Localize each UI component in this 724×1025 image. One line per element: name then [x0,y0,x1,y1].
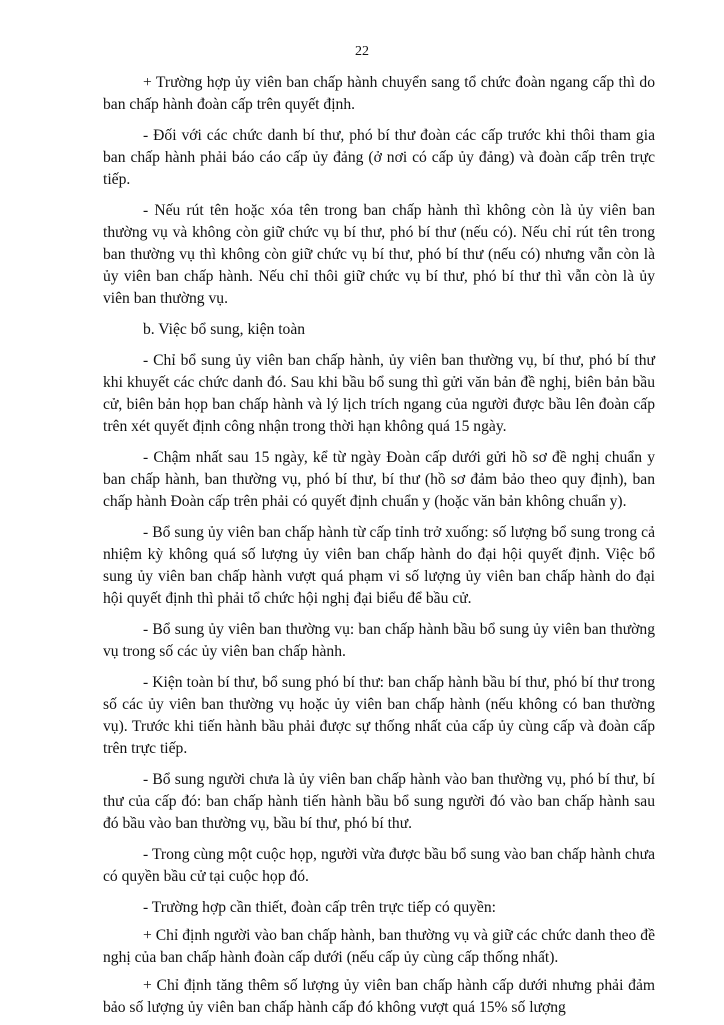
paragraph: - Bổ sung ủy viên ban thường vụ: ban chấp hành bầu bổ sung ủy viên ban thường vụ trong số các ủy viên ban chấp hành. [103,621,655,660]
section-heading: b. Việc bổ sung, kiện toàn [143,321,306,338]
paragraph: - Nếu rút tên hoặc xóa tên trong ban chấp hành thì không còn là ủy viên ban thường vụ và không còn giữ chức vụ bí thư, phó bí thư (nếu có). Nếu chỉ rút tên trong ban thường vụ thì không còn giữ chức vụ bí thư, phó bí thư (nếu có) nhưng vẫn còn là ủy viên ban chấp hành. Nếu chỉ thôi giữ chức vụ bí thư, phó bí thư thì vẫn còn là ủy viên ban thường vụ. [103,202,655,307]
paragraph: + Chỉ định tăng thêm số lượng ủy viên ban chấp hành cấp dưới nhưng phải đảm bảo số lượng ủy viên ban chấp hành cấp đó không vượt quá 15% số lượng [103,977,655,1016]
paragraph: - Kiện toàn bí thư, bổ sung phó bí thư: ban chấp hành bầu bí thư, phó bí thư trong số các ủy viên ban thường vụ hoặc ủy viên ban chấp hành (nếu không có ban thường vụ). Trước khi tiến hành bầu phải được sự thống nhất của cấp ủy cùng cấp và đoàn cấp trên trực tiếp. [103,674,655,757]
paragraph: - Chậm nhất sau 15 ngày, kể từ ngày Đoàn cấp dưới gửi hồ sơ đề nghị chuẩn y ban chấp hành, ban thường vụ, phó bí thư, bí thư (hồ sơ đảm bảo theo quy định), ban chấp hành Đoàn cấp trên phải có quyết định chuẩn y (hoặc văn bản không chuẩn y). [103,449,655,510]
paragraph: + Trường hợp ủy viên ban chấp hành chuyển sang tổ chức đoàn ngang cấp thì do ban chấp hành đoàn cấp trên quyết định. [103,74,655,113]
paragraph: - Bổ sung ủy viên ban chấp hành từ cấp tỉnh trở xuống: số lượng bổ sung trong cả nhiệm kỳ không quá số lượng ủy viên ban chấp hành do đại hội quyết định. Việc bổ sung ủy viên ban chấp hành vượt quá phạm vi số lượng ủy viên ban chấp hành do đại hội quyết định thì phải tổ chức hội nghị đại biểu để bầu cử. [103,524,655,607]
paragraph: - Chỉ bổ sung ủy viên ban chấp hành, ủy viên ban thường vụ, bí thư, phó bí thư khi khuyết các chức danh đó. Sau khi bầu bổ sung thì gửi văn bản đề nghị, biên bản bầu cử, biên bản họp ban chấp hành và lý lịch trích ngang của người được bầu lên đoàn cấp trên xét quyết định công nhận trong thời hạn không quá 15 ngày. [103,352,655,435]
paragraph: - Trong cùng một cuộc họp, người vừa được bầu bổ sung vào ban chấp hành chưa có quyền bầu cử tại cuộc họp đó. [103,846,655,885]
paragraph: - Trường hợp cần thiết, đoàn cấp trên trực tiếp có quyền: [143,899,496,916]
page-body [103,72,655,1025]
page-number: 22 [355,44,369,59]
paragraph: + Chỉ định người vào ban chấp hành, ban thường vụ và giữ các chức danh theo đề nghị của ban chấp hành đoàn cấp dưới (nếu cấp ủy cùng cấp thống nhất). [103,927,655,966]
paragraph: - Đối với các chức danh bí thư, phó bí thư đoàn các cấp trước khi thôi tham gia ban chấp hành phải báo cáo cấp ủy đảng (ở nơi có cấp ủy đảng) và đoàn cấp trên trực tiếp. [103,127,655,188]
paragraph: - Bổ sung người chưa là ủy viên ban chấp hành vào ban thường vụ, phó bí thư, bí thư của cấp đó: ban chấp hành tiến hành bầu bổ sung người đó vào ban chấp hành sau đó bầu vào ban thường vụ, bầu bí thư, phó bí thư. [103,771,655,832]
